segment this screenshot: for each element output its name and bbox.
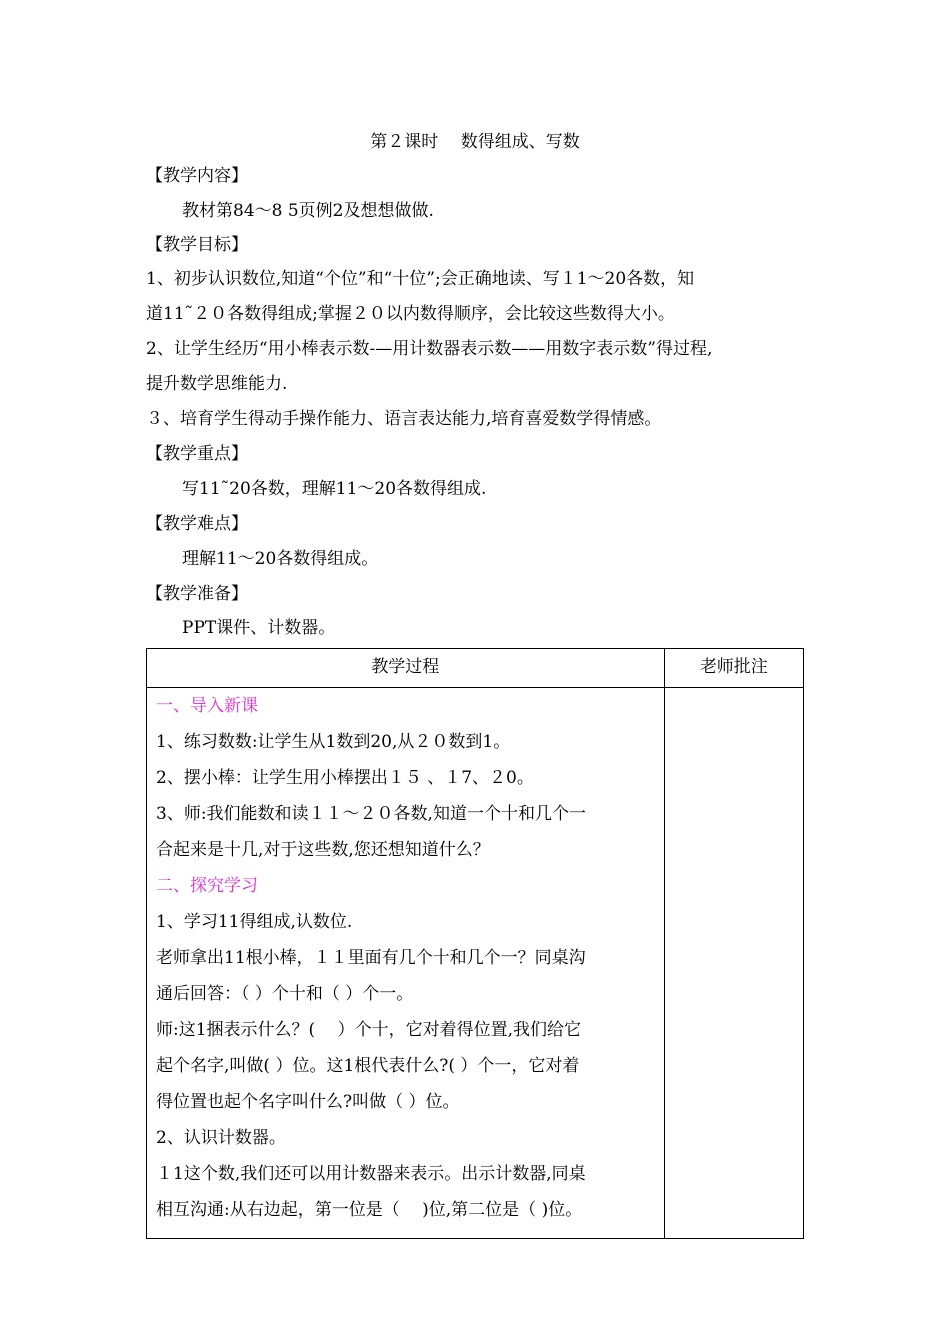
process-line: 1、学习11得组成,认数位.	[156, 912, 353, 932]
difficulty-heading: 【教学难点】	[146, 514, 248, 534]
section-heading-explore: 二、探究学习	[156, 876, 258, 896]
teaching-process-table	[146, 648, 804, 1239]
preparation-text: PPT课件、计数器。	[182, 618, 336, 638]
teaching-content-heading: 【教学内容】	[146, 166, 248, 186]
teaching-goals-heading: 【教学目标】	[146, 235, 248, 255]
teacher-notes-cell[interactable]	[664, 688, 803, 1239]
process-line: 合起来是十几,对于这些数,您还想知道什么？	[156, 840, 490, 860]
header-teaching-process: 教学过程	[147, 649, 665, 688]
process-line: １1这个数,我们还可以用计数器来表示。出示计数器,同桌	[156, 1164, 586, 1184]
key-points-heading: 【教学重点】	[146, 444, 248, 464]
section-heading-intro: 一、导入新课	[156, 696, 258, 716]
process-line: 得位置也起个名字叫什么?叫做（ ）位。	[156, 1092, 460, 1112]
key-points-text: 写11˜20各数，理解11～20各数得组成.	[182, 479, 487, 499]
process-line: 通后回答：（ ）个十和（ ）个一。	[156, 984, 414, 1004]
process-line: 1、练习数数:让学生从1数到20,从２０数到1。	[156, 732, 511, 752]
process-line: 老师拿出11根小棒，１１里面有几个十和几个一？同桌沟	[156, 948, 586, 968]
lesson-title: 第２课时 数得组成、写数	[370, 132, 580, 152]
goal-2-line-1: 2、让学生经历“用小棒表示数-—用计数器表示数——用数字表示数”得过程,	[146, 339, 713, 359]
process-line: 相互沟通:从右边起，第一位是（ )位,第二位是（ )位。	[156, 1200, 583, 1220]
goal-1-line-2: 道11˜２０各数得组成;掌握２０以内数得顺序，会比较这些数得大小。	[146, 304, 675, 324]
goal-2-line-2: 提升数学思维能力.	[146, 374, 288, 394]
process-line: 师:这1捆表示什么？( ）个十，它对着得位置,我们给它	[156, 1020, 581, 1040]
preparation-heading: 【教学准备】	[146, 584, 248, 604]
process-line: 2、认识计数器。	[156, 1128, 286, 1148]
teaching-content-text: 教材第84～8 5页例2及想想做做.	[182, 201, 434, 221]
goal-1-line-1: 1、初步认识数位,知道“个位”和“十位”;会正确地读、写１1～20各数，知	[146, 269, 695, 289]
process-line: 起个名字,叫做( ）位。这1根代表什么?( ）个一，它对着	[156, 1056, 580, 1076]
process-line: 2、摆小棒：让学生用小棒摆出１５ 、１7、２0。	[156, 768, 534, 788]
goal-3: ３、培育学生得动手操作能力、语言表达能力,培育喜爱数学得情感。	[146, 409, 662, 429]
process-cell	[147, 688, 665, 1239]
difficulty-text: 理解11～20各数得组成。	[182, 549, 379, 569]
header-teacher-notes: 老师批注	[664, 649, 803, 688]
process-line: 3、师:我们能数和读１１～２０各数,知道一个十和几个一	[156, 804, 586, 824]
